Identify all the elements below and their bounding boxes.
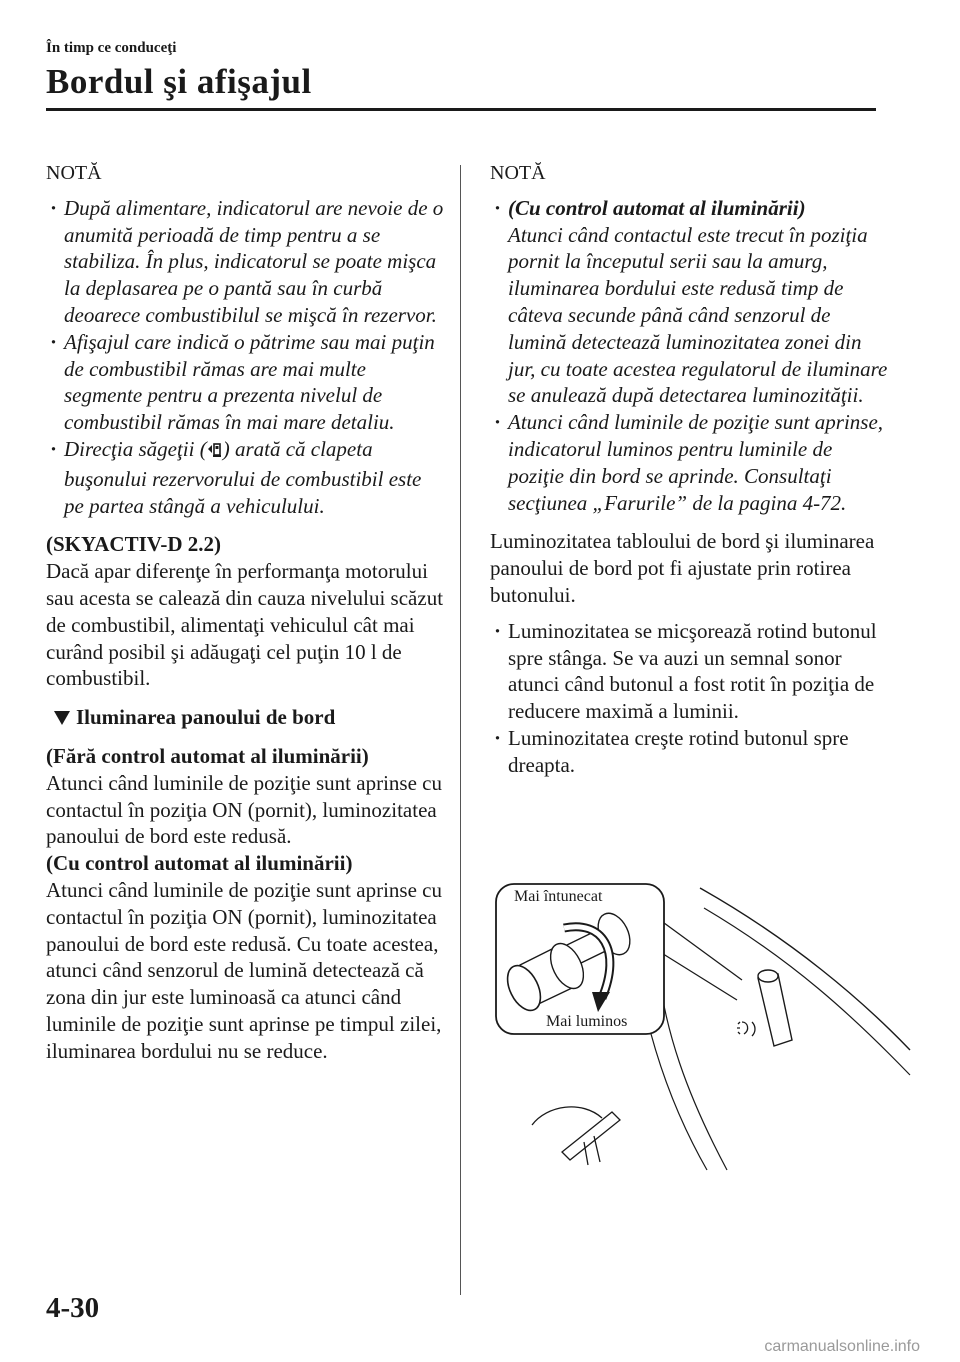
- note-list: [490, 195, 890, 517]
- note-text: ) arată că clapeta buşonului rezervorului de combustibil este pe partea stângă a vehiculului.: [64, 436, 422, 518]
- manual-control-text: Atunci când luminile de poziţie sunt aprinse cu contactul în poziţia ON (pornit), luminozitatea panoului de bord este redusă.: [46, 770, 442, 849]
- left-column: [46, 160, 446, 1065]
- auto-control-title: (Cu control automat al iluminării): [46, 851, 353, 876]
- note-item-title: (Cu control automat al iluminării): [508, 195, 806, 220]
- note-item: · Afişajul care indică o pătrime sau mai puţin de combustibil rămas are mai multe segmente pentru a prezenta nivelul de combustibil rămas în mai mare detaliu.: [46, 329, 446, 436]
- bullet-list: [490, 618, 890, 779]
- dimmer-intro: Luminozitatea tabloului de bord şi iluminarea panoului de bord pot fi ajustate prin rotirea butonului.: [490, 529, 875, 607]
- section-label: În timp ce conduceţi: [46, 40, 177, 56]
- section-heading: [46, 704, 446, 731]
- fuel-pump-arrow-icon: [207, 439, 223, 466]
- engine-variant-text: Dacă apar diferenţe în performanţa motorului sau acesta se calează din cauza nivelului scăzut de combustibil, alimentaţi vehiculul cât mai curând posibil şi adăugaţi cel puţin 10 l de combustibil.: [46, 559, 444, 691]
- bullet-item: · Luminozitatea creşte rotind butonul spre dreapta.: [490, 725, 890, 779]
- note-title: NOTĂ: [46, 162, 102, 184]
- bullet-item: · Luminozitatea se micşorează rotind butonul spre stânga. Se va auzi un semnal sonor atunci când butonul a fost rotit în poziţia de reducere maximă a luminii.: [490, 618, 890, 725]
- right-column: [490, 160, 890, 779]
- engine-variant-title: (SKYACTIV-D 2.2): [46, 532, 222, 557]
- manual-control-title: (Fără control automat al iluminării): [46, 743, 369, 768]
- note-item-text: Atunci când contactul este trecut în poziţia pornit la începutul serii sau la amurg, iluminarea bordului este redusă timp de câteva secunde până când senzorul de lumină detectează luminozitatea zonei din jur, cu toate acestea regulatorul de iluminare se anulează după detectarea luminozităţii.: [508, 222, 888, 408]
- note-list: [46, 195, 446, 520]
- darker-label: Mai întunecat: [514, 888, 603, 905]
- page-number: 4-30: [46, 1292, 100, 1324]
- brighter-label: Mai luminos: [546, 1013, 628, 1030]
- note-text: Direcţia săgeţii (: [64, 436, 207, 461]
- note-item: [490, 195, 890, 409]
- note-item: [46, 436, 446, 519]
- note-item: · După alimentare, indicatorul are nevoie de o anumită perioadă de timp pentru a se stabiliza. În plus, indicatorul se poate mişca la deplasarea pe o pantă sau în curbă deoarece combustibilul se mişcă în rezervor.: [46, 195, 446, 329]
- note-title: NOTĂ: [490, 162, 546, 184]
- note-item: · Atunci când luminile de poziţie sunt aprinse, indicatorul luminos pentru luminile de poziţie din bord se aprinde. Consultaţi secţiunea „Farurile” de la pagina 4-72.: [490, 409, 890, 516]
- column-divider: [460, 165, 461, 1295]
- page-title: Bordul şi afişajul: [46, 62, 312, 101]
- header-rule: [46, 108, 876, 111]
- watermark: carmanualsonline.info: [764, 1338, 920, 1355]
- auto-control-text: Atunci când luminile de poziţie sunt aprinse cu contactul în poziţia ON (pornit), luminozitatea panoului de bord este redusă. Cu toate acestea, atunci când senzorul de lumină detectează că zona din jur este luminoasă ca atunci când luminile de poziţie sunt aprinse pe timpul zilei, iluminarea bordului nu se reduce.: [46, 877, 442, 1063]
- section-heading-text: Iluminarea panoului de bord: [76, 705, 336, 730]
- triangle-marker-icon: [54, 711, 70, 725]
- dimmer-knob-illustration: [492, 880, 912, 1175]
